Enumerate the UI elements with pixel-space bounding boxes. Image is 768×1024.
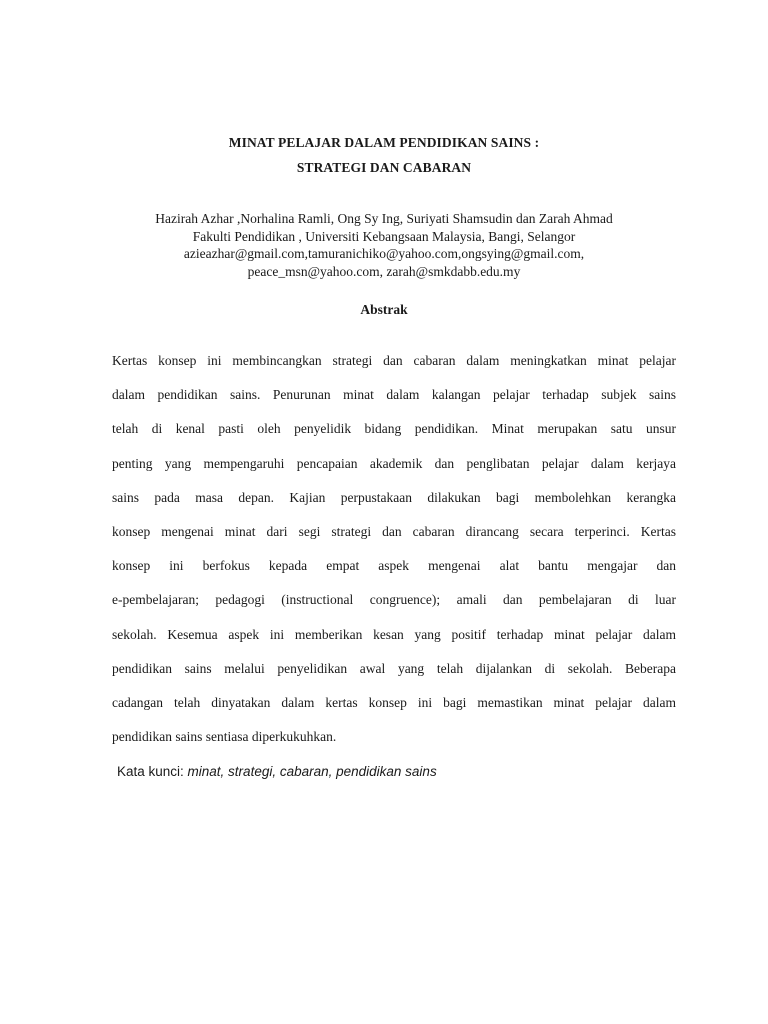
- abstract-line: Kertas konsep ini membincangkan strategi dan cabaran dalam meningkatkan minat pelajar: [112, 353, 676, 368]
- abstract-line: pendidikan sains melalui penyelidikan awal yang telah dijalankan di sekolah. Beberapa: [112, 660, 676, 676]
- keywords: [117, 764, 437, 779]
- abstract-heading: Abstrak: [360, 302, 408, 317]
- abstract-line: penting yang mempengaruhi pencapaian akademik dan penglibatan pelajar dalam kerjaya: [112, 455, 676, 471]
- author-block: [0, 210, 768, 280]
- abstract-line: konsep mengenai minat dari segi strategi dan cabaran dirancang secara terperinci. Kertas: [112, 523, 676, 539]
- abstract-line: cadangan telah dinyatakan dalam kertas konsep ini bagi memastikan minat pelajar dalam: [112, 694, 676, 710]
- keywords-values: minat, strategi, cabaran, pendidikan sains: [187, 764, 437, 779]
- author-names: Hazirah Azhar ,Norhalina Ramli, Ong Sy Ing, Suriyati Shamsudin dan Zarah Ahmad: [155, 211, 613, 226]
- abstract-line: sains pada masa depan. Kajian perpustakaan dilakukan bagi membolehkan kerangka: [112, 489, 676, 505]
- abstract-line: sekolah. Kesemua aspek ini memberikan kesan yang positif terhadap minat pelajar dalam: [112, 626, 676, 642]
- paper-title-line-1: MINAT PELAJAR DALAM PENDIDIKAN SAINS :: [228, 135, 540, 150]
- abstract-line: konsep ini berfokus kepada empat aspek mengenai alat bantu mengajar dan: [112, 558, 676, 574]
- abstract-line: dalam pendidikan sains. Penurunan minat dalam kalangan pelajar terhadap subjek sains: [112, 387, 676, 403]
- paper-title-line-2: STRATEGI DAN CABARAN: [296, 160, 472, 175]
- abstract-line: pendidikan sains sentiasa diperkukuhkan.: [112, 729, 337, 745]
- abstract-body: [112, 344, 676, 754]
- author-affiliation: Fakulti Pendidikan , Universiti Kebangsaan Malaysia, Bangi, Selangor: [192, 228, 576, 244]
- author-emails-line-1: azieazhar@gmail.com,tamuranichiko@yahoo.com,ongsying@gmail.com,: [183, 246, 585, 261]
- keywords-label: Kata kunci:: [117, 764, 188, 779]
- author-emails-line-2: peace_msn@yahoo.com, zarah@smkdabb.edu.my: [247, 263, 521, 279]
- abstract-line: e-pembelajaran; pedagogi (instructional congruence); amali dan pembelajaran di luar: [112, 592, 676, 608]
- abstract-line: telah di kenal pasti oleh penyelidik bidang pendidikan. Minat merupakan satu unsur: [112, 421, 676, 437]
